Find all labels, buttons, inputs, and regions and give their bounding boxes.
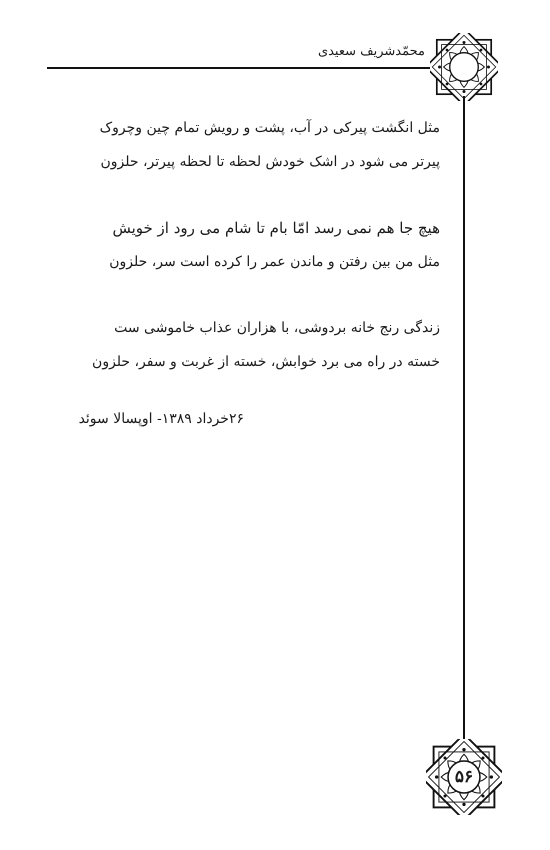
poem-body <box>40 111 440 411</box>
verse-line: پیرتر می شود در اشک خودش لحظه تا لحظه پیرتر، حلزون <box>100 154 440 170</box>
verse-line: زندگی رنج خانه بردوشی، با هزاران عذاب خاموشی ست <box>114 320 440 336</box>
header-rule <box>47 67 435 69</box>
stanza <box>40 111 440 179</box>
verse-line: مثل انگشت پیرکی در آب، پشت و رویش تمام چین وچروک <box>99 120 440 136</box>
date-place-signature: ۲۶خرداد ۱۳۸۹- اوپسالا سوئد <box>78 411 244 427</box>
stanza <box>40 211 440 279</box>
verse-line: هیچ جا هم نمی رسد امّا بام تا شام می رود از خویش <box>112 219 440 237</box>
running-header-author: محمّدشریف سعیدی <box>317 44 425 59</box>
verse-line: خسته در راه می برد خوابش، خسته از غربت و سفر، حلزون <box>92 354 440 370</box>
vertical-rule <box>463 96 465 744</box>
verse-line: مثل من بین رفتن و ماندن عمر را کرده است سر، حلزون <box>109 254 440 270</box>
stanza <box>40 311 440 379</box>
page-number: ۵۶ <box>454 767 474 787</box>
star-ornament-icon <box>430 33 498 101</box>
